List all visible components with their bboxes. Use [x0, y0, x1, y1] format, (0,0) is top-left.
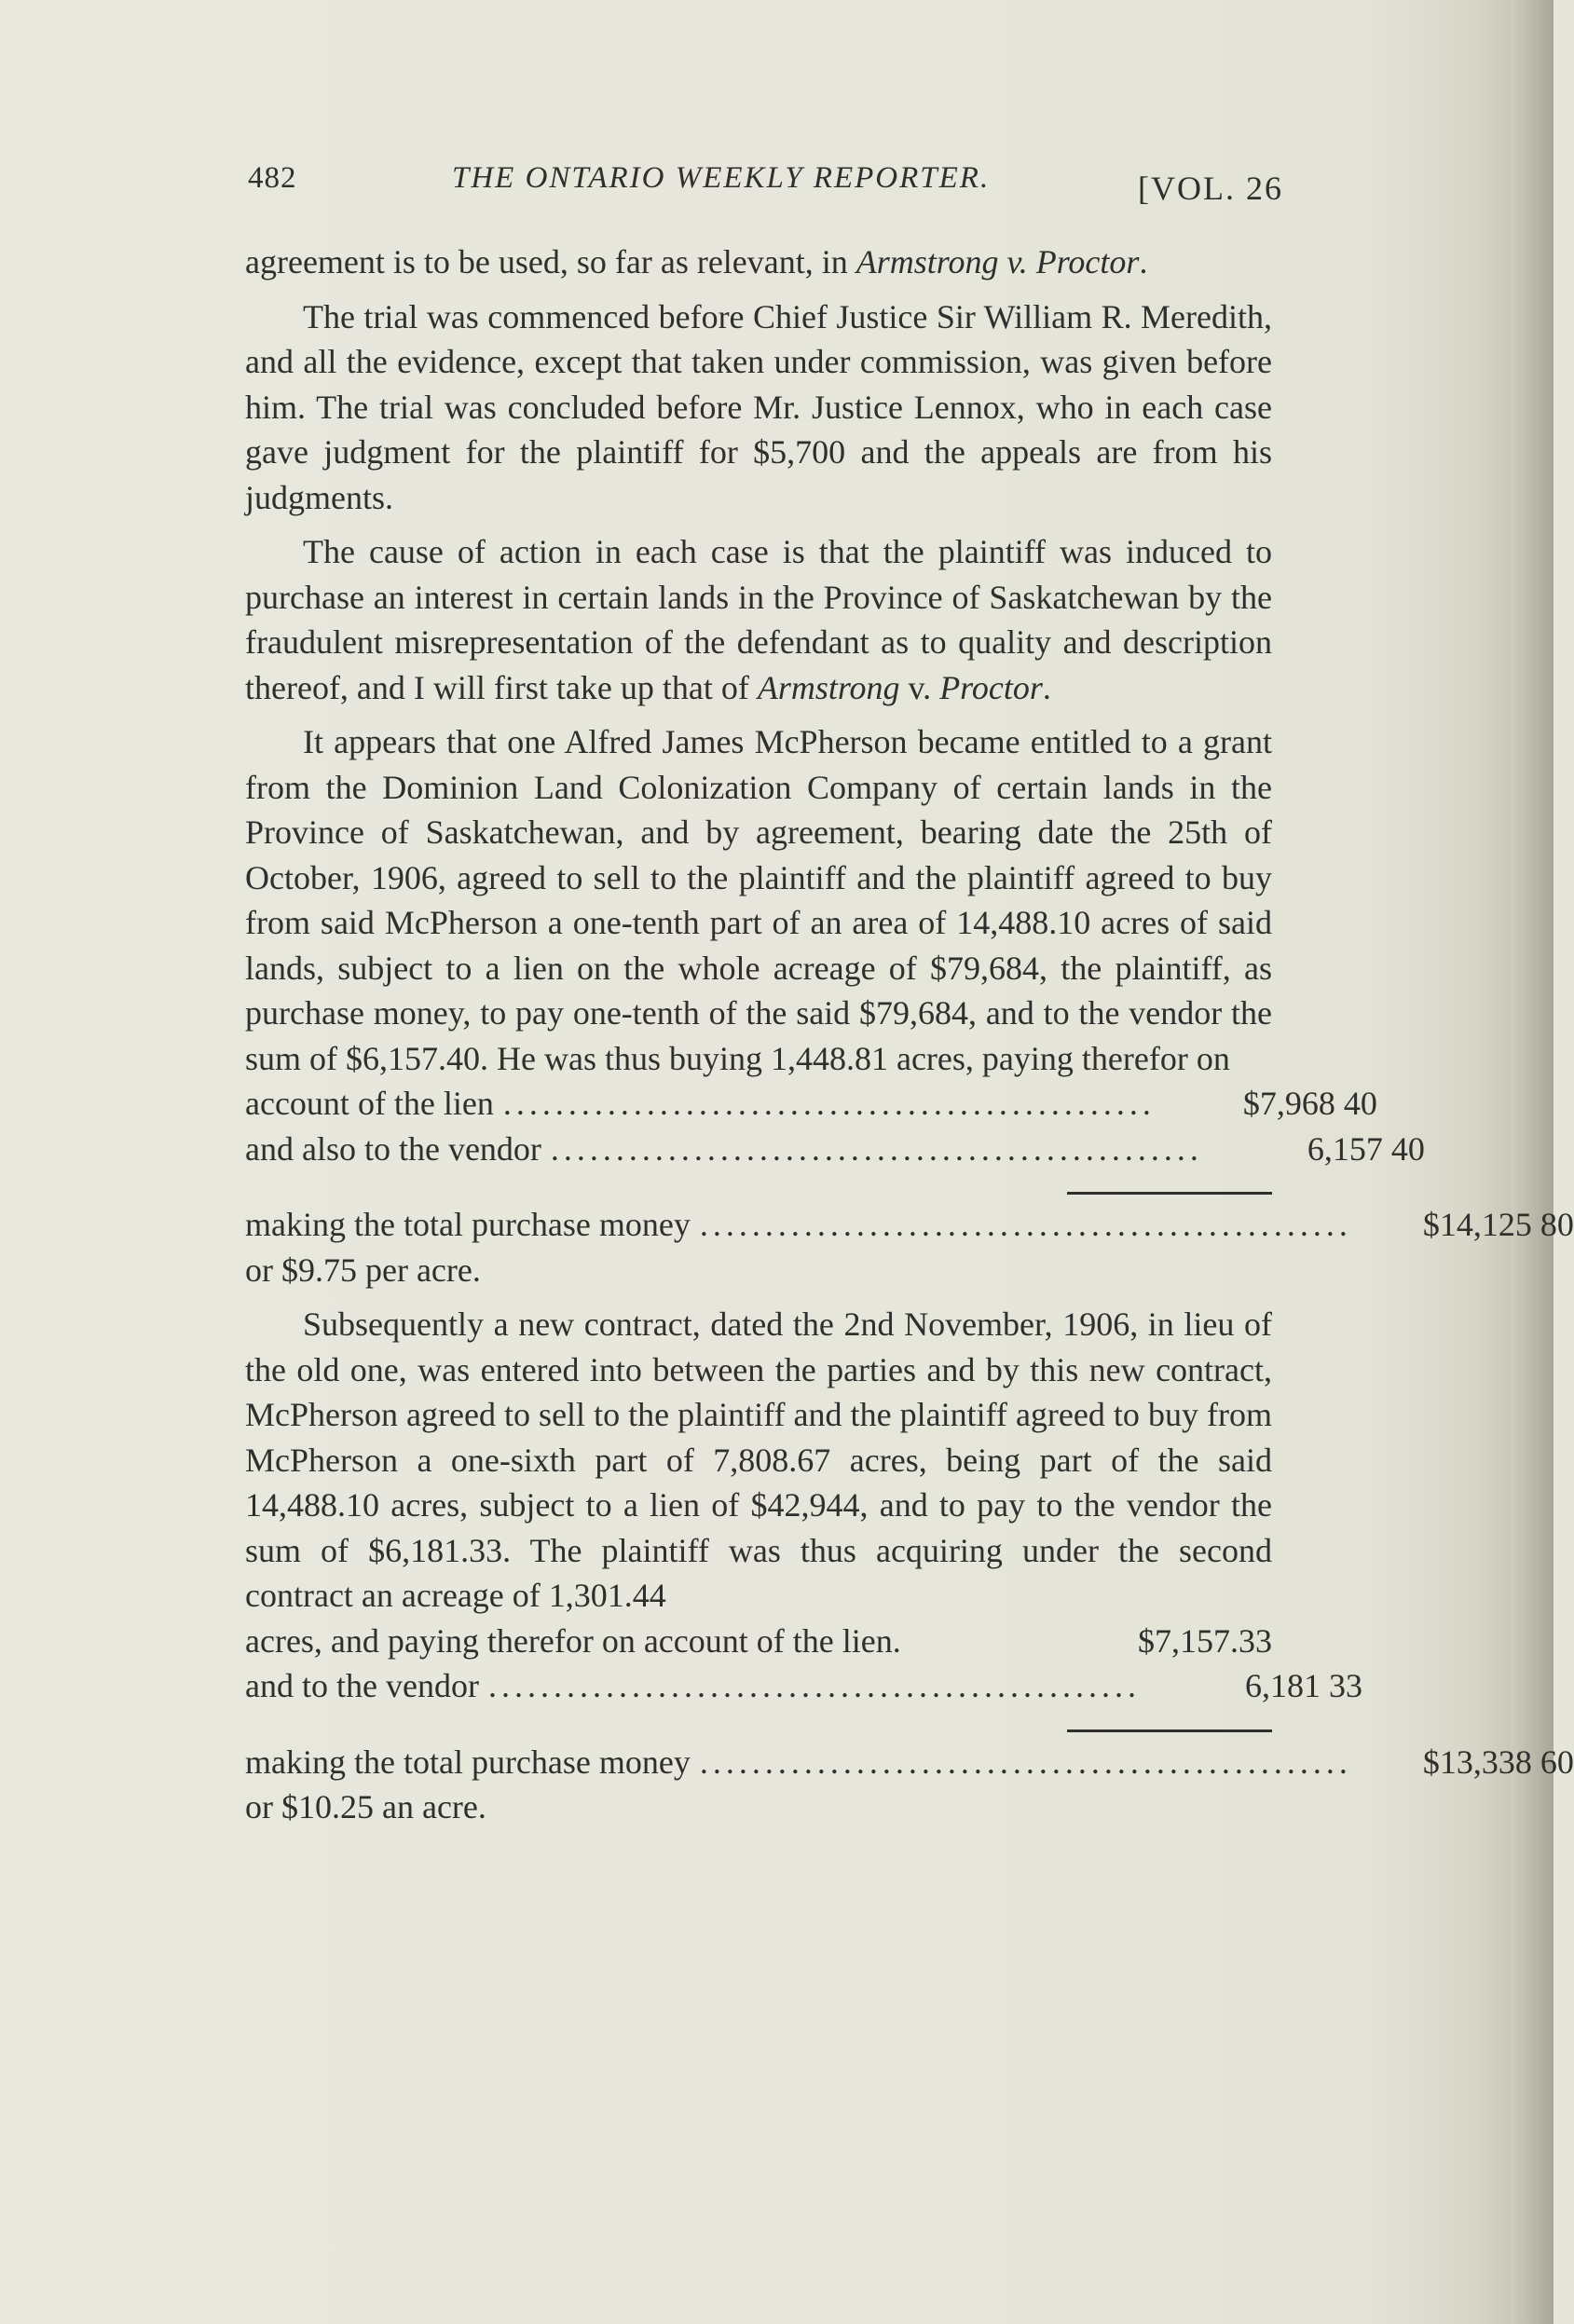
ledger-label: account of the lien [245, 1085, 494, 1122]
text-run: . [1139, 243, 1148, 280]
ledger-total-amount: $14,125 80 [1422, 1206, 1574, 1243]
ledger-label: and also to the vendor [245, 1129, 541, 1168]
text-run: agreement is to be used, so far as relevant, in [245, 243, 856, 280]
dot-leader: .................................................. [487, 1667, 1141, 1704]
text-run: The cause of action in each case is that the plaintiff was induced to purchase an interest in certain lands in the Province of Saskatchewan by the fraudulent misrepresentation of the defendant as to quality and description thereof, and I will first take up that of [245, 533, 1272, 706]
ledger-amount: 6,157 40 [1307, 1129, 1425, 1168]
ledger-label: and to the vendor [245, 1667, 479, 1704]
ledger-line [245, 1619, 1272, 1664]
sum-rule [1067, 1729, 1272, 1732]
dot-leader: .................................................. [699, 1743, 1352, 1781]
text-run: . [1042, 668, 1051, 706]
journal-title: THE ONTARIO WEEKLY REPORTER. [452, 161, 991, 195]
ledger-total-line [245, 1202, 1574, 1248]
rate-per-acre: or $10.25 an acre. [245, 1788, 486, 1825]
dot-leader: .................................................. [699, 1206, 1352, 1243]
paragraph-cause-of-action [245, 529, 1272, 710]
ledger-label: making the total purchase money [245, 1206, 691, 1243]
running-head [245, 154, 1283, 239]
ledger-line [245, 1127, 1425, 1172]
paragraph-trial: The trial was commenced before Chief Justice Sir William R. Meredith, and all the evidence, except that taken under commission, was given before him. The trial was concluded before Mr. Justice Lennox, who in each case gave judgment for the plaintiff for $5,700 and the appeals are from his judgments. [245, 297, 1272, 516]
ledger-amount: 6,181 33 [1244, 1667, 1362, 1704]
case-name-defendant: Proctor [939, 668, 1043, 706]
ledger-total-amount: $13,338 60 [1422, 1743, 1574, 1781]
ledger-amount: $7,157.33 [1138, 1621, 1272, 1660]
ledger-amount: $7,968 40 [1242, 1085, 1377, 1122]
ledger-label: making the total purchase money [245, 1743, 691, 1781]
ledger-label: acres, and paying therefor on account of the lien. [245, 1621, 901, 1660]
text-block [245, 154, 1574, 1830]
case-name-plaintiff: Armstrong [757, 668, 900, 706]
text-run: v. [899, 668, 940, 706]
sum-rule [1067, 1192, 1272, 1195]
page-edge-shadow [1511, 0, 1553, 2324]
paragraph-first-agreement: It appears that one Alfred James McPherson became entitled to a grant from the Dominion Land Colonization Company of certain lands in the Province of Saskatchewan, and by agreement, bearing date the 25th of October, 1906, agreed to sell to the plaintiff and the plaintiff agreed to buy from said McPherson a one-tenth part of an area of 14,488.10 acres of said lands, subject to a lien on the whole acreage of $79,684, the plaintiff, as purchase money, to pay one-tenth of the said $79,684, and to the vendor the sum of $6,157.40. He was thus buying 1,448.81 acres, paying therefor on [245, 723, 1272, 1077]
dot-leader: .................................................. [502, 1085, 1156, 1122]
case-name: Armstrong v. Proctor [855, 243, 1140, 280]
volume-label: [VOL. 26 [1138, 170, 1283, 207]
paragraph-second-contract: Subsequently a new contract, dated the 2nd November, 1906, in lieu of the old one, was entered into between the parties and by this new contract, McPherson agreed to sell to the plaintiff and the plaintiff agreed to buy from McPherson a one-sixth part of 7,808.67 acres, being part of the said 14,488.10 acres, subject to a lien of $42,944, and to pay to the vendor the sum of $6,181.33. The plaintiff was thus acquiring under the second contract an acreage of 1,301.44 [245, 1306, 1272, 1614]
dot-leader: .................................................. [550, 1129, 1203, 1168]
ledger-total-line [245, 1740, 1574, 1785]
rate-per-acre: or $9.75 per acre. [245, 1251, 481, 1289]
ledger-line [245, 1081, 1377, 1127]
paragraph-continuation [245, 239, 1272, 285]
page-number: 482 [248, 161, 297, 195]
ledger-line [245, 1663, 1362, 1709]
